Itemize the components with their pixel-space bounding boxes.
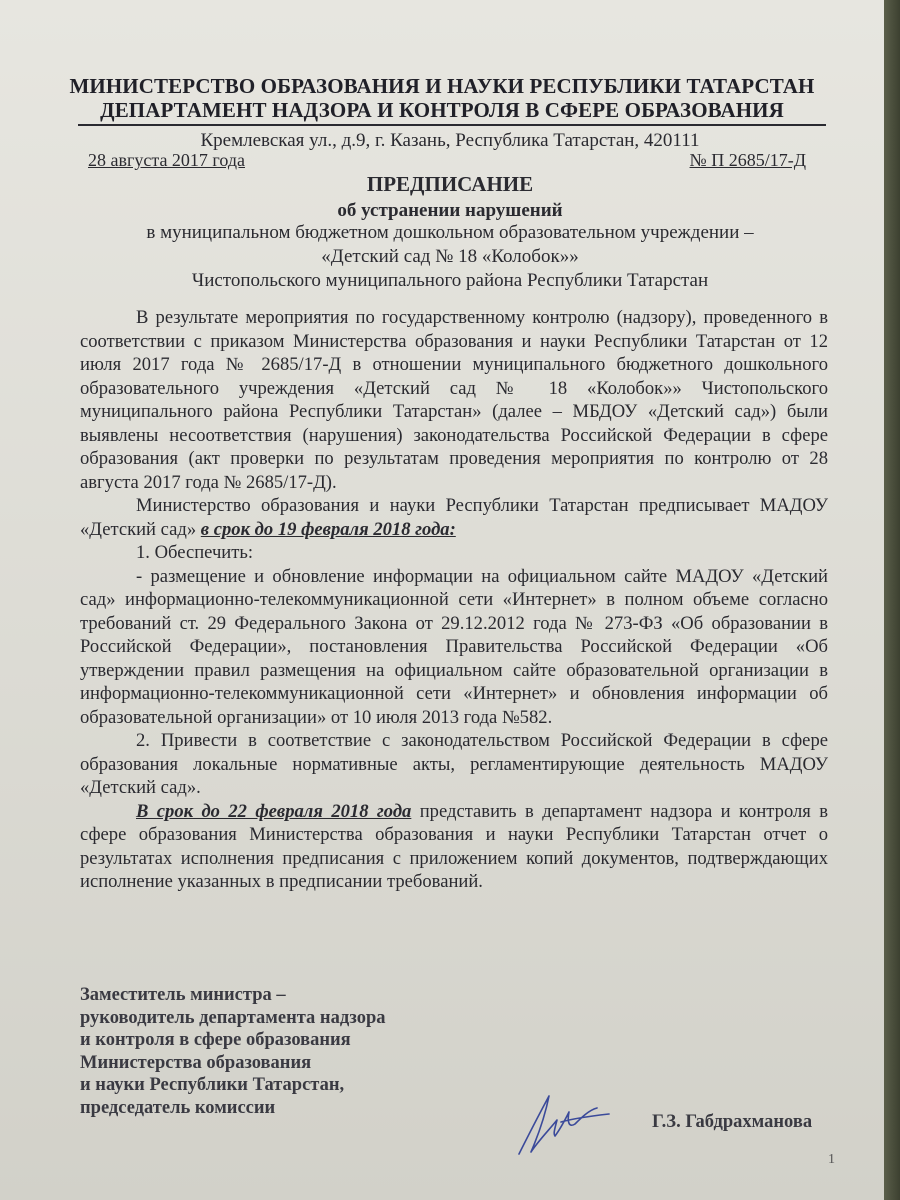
report-text: представить в департамент надзора и контроля в сфере образования Министерства образования и науки Республики Татарстан отчет о результатах исполнения предписания с приложением копий документов, подтверждающих исполнение указанных в предписании требований.: [80, 800, 829, 892]
signatory-line: председатель комиссии: [80, 1097, 276, 1118]
document-subtitle: об устранении нарушений: [337, 200, 563, 221]
signatory-line: и науки Республики Татарстан,: [80, 1075, 345, 1096]
paragraph-order: [80, 494, 828, 541]
first-deadline: в срок до 19 февраля 2018 года:: [200, 518, 456, 540]
address: Кремлевская ул., д.9, г. Казань, Республика Татарстан, 420111: [200, 130, 700, 151]
institution-line-2: «Детский сад № 18 «Колобок»»: [321, 246, 579, 267]
signatory-block: [80, 984, 386, 1120]
paragraph-findings: В результате мероприятия по государственному контролю (надзору), проведенного в соответствии с приказом Министерства образования и науки Республики Татарстан от 12 июля 2017 года № 2685/17-Д в отношении муниципального бюджетного дошкольного образовательного учреждения «Детский сад № 18 «Колобок»» Чистопольского муниципального района Республики Татарстан» (далее – МБДОУ «Детский сад») были выявлены несоответствия (нарушения) законодательства Российской Федерации в сфере образования (акт проверки по результатам проведения мероприятия по контролю от 28 августа 2017 года № 2685/17-Д).: [80, 307, 828, 493]
page-number: 1: [828, 1152, 835, 1167]
item-1-text: - размещение и обновление информации на официальном сайте МАДОУ «Детский сад» информационно-телекоммуникационной сети «Интернет» в полном объеме согласно требований ст. 29 Федерального Закона от 29.12.2012 года № 273-ФЗ «Об образовании в Российской Федерации», постановления Правительства Российской Федерации «Об утверждении правил размещения на официальном сайте образовательной организации в информационно-телекоммуникационной сети «Интернет» и обновления информации об образовательной организации» от 10 июля 2013 года №582.: [80, 565, 828, 728]
signatory-line: руководитель департамента надзора: [80, 1007, 386, 1028]
handwritten-signature: [505, 1082, 615, 1162]
document-title: ПРЕДПИСАНИЕ: [366, 172, 534, 196]
document-date: 28 августа 2017 года: [88, 150, 245, 170]
document-number: № П 2685/17-Д: [689, 150, 806, 170]
header-divider: [78, 124, 826, 126]
order-text: Министерство образования и науки Республики Татарстан предписывает МАДОУ «Детский сад»: [80, 495, 828, 540]
item-2-text: 2. Привести в соответствие с законодательством Российской Федерации в сфере образования локальные нормативные акты, регламентирующие деятельность МАДОУ «Детский сад».: [80, 730, 828, 798]
signatory-line: Заместитель министра –: [80, 985, 286, 1005]
item-1-heading: 1. Обеспечить:: [136, 542, 254, 563]
second-deadline: В срок до 22 февраля 2018 года: [136, 800, 412, 822]
document-body: [80, 306, 828, 894]
institution-line-1: в муниципальном бюджетном дошкольном образовательном учреждении –: [146, 222, 754, 243]
signatory-line: Министерства образования: [80, 1052, 312, 1073]
signatory-name: Г.З. Габдрахманова: [652, 1112, 813, 1132]
paragraph-report: [80, 800, 828, 894]
signatory-line: и контроля в сфере образования: [80, 1030, 351, 1051]
ministry-title: МИНИСТЕРСТВО ОБРАЗОВАНИЯ И НАУКИ РЕСПУБЛИКИ ТАТАРСТАН: [69, 74, 815, 98]
background-edge: [884, 0, 900, 1200]
institution-line-3: Чистопольского муниципального района Республики Татарстан: [191, 270, 709, 291]
department-title: ДЕПАРТАМЕНТ НАДЗОРА И КОНТРОЛЯ В СФЕРЕ ОБРАЗОВАНИЯ: [100, 98, 784, 122]
